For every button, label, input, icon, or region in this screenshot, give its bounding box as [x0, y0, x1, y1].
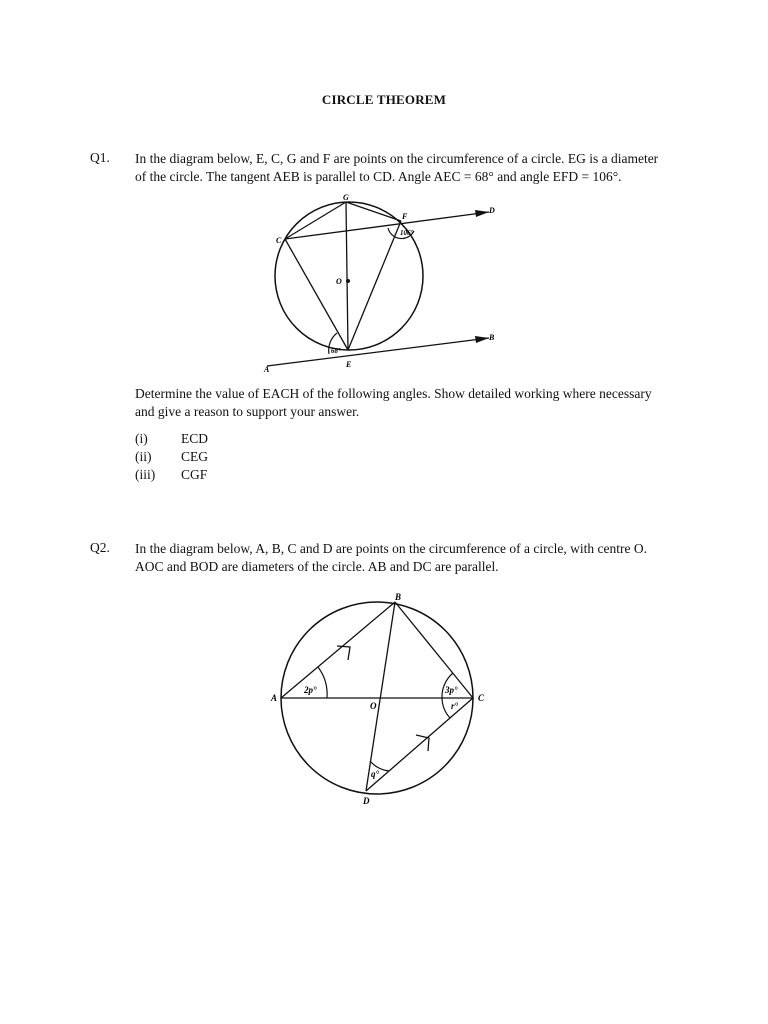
- q1-chord-cg: [285, 202, 346, 239]
- q1-part-number: (iii): [135, 467, 156, 482]
- q1-part-label: CEG: [181, 449, 208, 464]
- q1-diameter-eg: [346, 202, 348, 350]
- q2-angle-arc-c-lower: [442, 698, 450, 718]
- q1-chord-fe: [348, 221, 401, 350]
- q1-instructions: [135, 385, 695, 421]
- q1-angle-aec-label: 68°: [331, 347, 341, 355]
- q2-number: Q2.: [90, 540, 110, 555]
- q1-instructions-line-2: and give a reason to support your answer.: [135, 404, 360, 419]
- q2-angle-a-label: 2p°: [304, 685, 317, 695]
- q1-text: [135, 150, 695, 186]
- q2-parallel-arrow-ab: [337, 646, 350, 660]
- q1-part-number: (i): [135, 431, 148, 446]
- q2-text-line-2: AOC and BOD are diameters of the circle. AB and DC are parallel.: [135, 559, 499, 574]
- q1-label-f: F: [402, 212, 408, 221]
- q1-part-label: ECD: [181, 431, 208, 446]
- q2-angle-c-lower-label: r°: [451, 701, 459, 711]
- q2-label-d: D: [363, 796, 370, 806]
- q1-label-b: B: [489, 333, 495, 342]
- q2-parallel-arrow-dc: [416, 735, 429, 751]
- q1-instructions-line-1: Determine the value of EACH of the following angles. Show detailed working where necessary: [135, 386, 652, 401]
- q2-text: [135, 540, 695, 576]
- q1-text-line-1: In the diagram below, E, C, G and F are points on the circumference of a circle. EG is a diameter: [135, 151, 659, 166]
- q2-diagram: [270, 585, 500, 824]
- q1-centre-dot: [346, 279, 350, 283]
- q1-arrow-d: [475, 210, 489, 217]
- q2-chord-bc: [395, 602, 473, 698]
- q1-label-c: C: [276, 236, 282, 245]
- q2-chord-dc: [366, 698, 473, 791]
- q1-label-g: G: [343, 193, 349, 202]
- q2-chord-ab: [281, 602, 395, 698]
- q2-diameter-bod: [366, 602, 395, 791]
- q1-chord-gf: [346, 202, 401, 221]
- q1-tangent-aeb: [267, 338, 489, 366]
- q1-number: Q1.: [90, 150, 110, 165]
- q2-angle-d-label: q°: [371, 769, 380, 779]
- q1-label-o: O: [336, 277, 342, 286]
- q2-angle-c-upper-label: 3p°: [445, 685, 458, 695]
- q2-label-a: A: [271, 693, 278, 703]
- q1-label-d: D: [489, 206, 495, 215]
- q1-angle-efd-label: 106°: [400, 229, 414, 237]
- q2-circle-diagram: [270, 585, 500, 820]
- q2-label-c: C: [478, 693, 485, 703]
- q1-part: [135, 466, 208, 484]
- q1-diagram: [255, 190, 515, 384]
- q2-label-o: O: [370, 701, 377, 711]
- page-title: CIRCLE THEOREM: [321, 92, 447, 107]
- q1-circle-diagram: [255, 190, 515, 380]
- q1-part-label: CGF: [181, 467, 208, 482]
- q1-parts-list: [135, 430, 208, 484]
- q2-label-b: B: [395, 592, 402, 602]
- q1-part-number: (ii): [135, 449, 152, 464]
- q1-part: [135, 448, 208, 466]
- q2-text-line-1: In the diagram below, A, B, C and D are points on the circumference of a circle, with centre O.: [135, 541, 647, 556]
- q2-angle-arc-a: [318, 667, 327, 698]
- q1-arrow-b: [475, 336, 489, 343]
- q1-chord-ce: [285, 239, 348, 350]
- q1-label-e: E: [346, 360, 352, 369]
- q1-label-a: A: [264, 365, 270, 374]
- q1-text-line-2: of the circle. The tangent AEB is parallel to CD. Angle AEC = 68° and angle EFD = 106°.: [135, 169, 622, 184]
- q1-part: [135, 430, 208, 448]
